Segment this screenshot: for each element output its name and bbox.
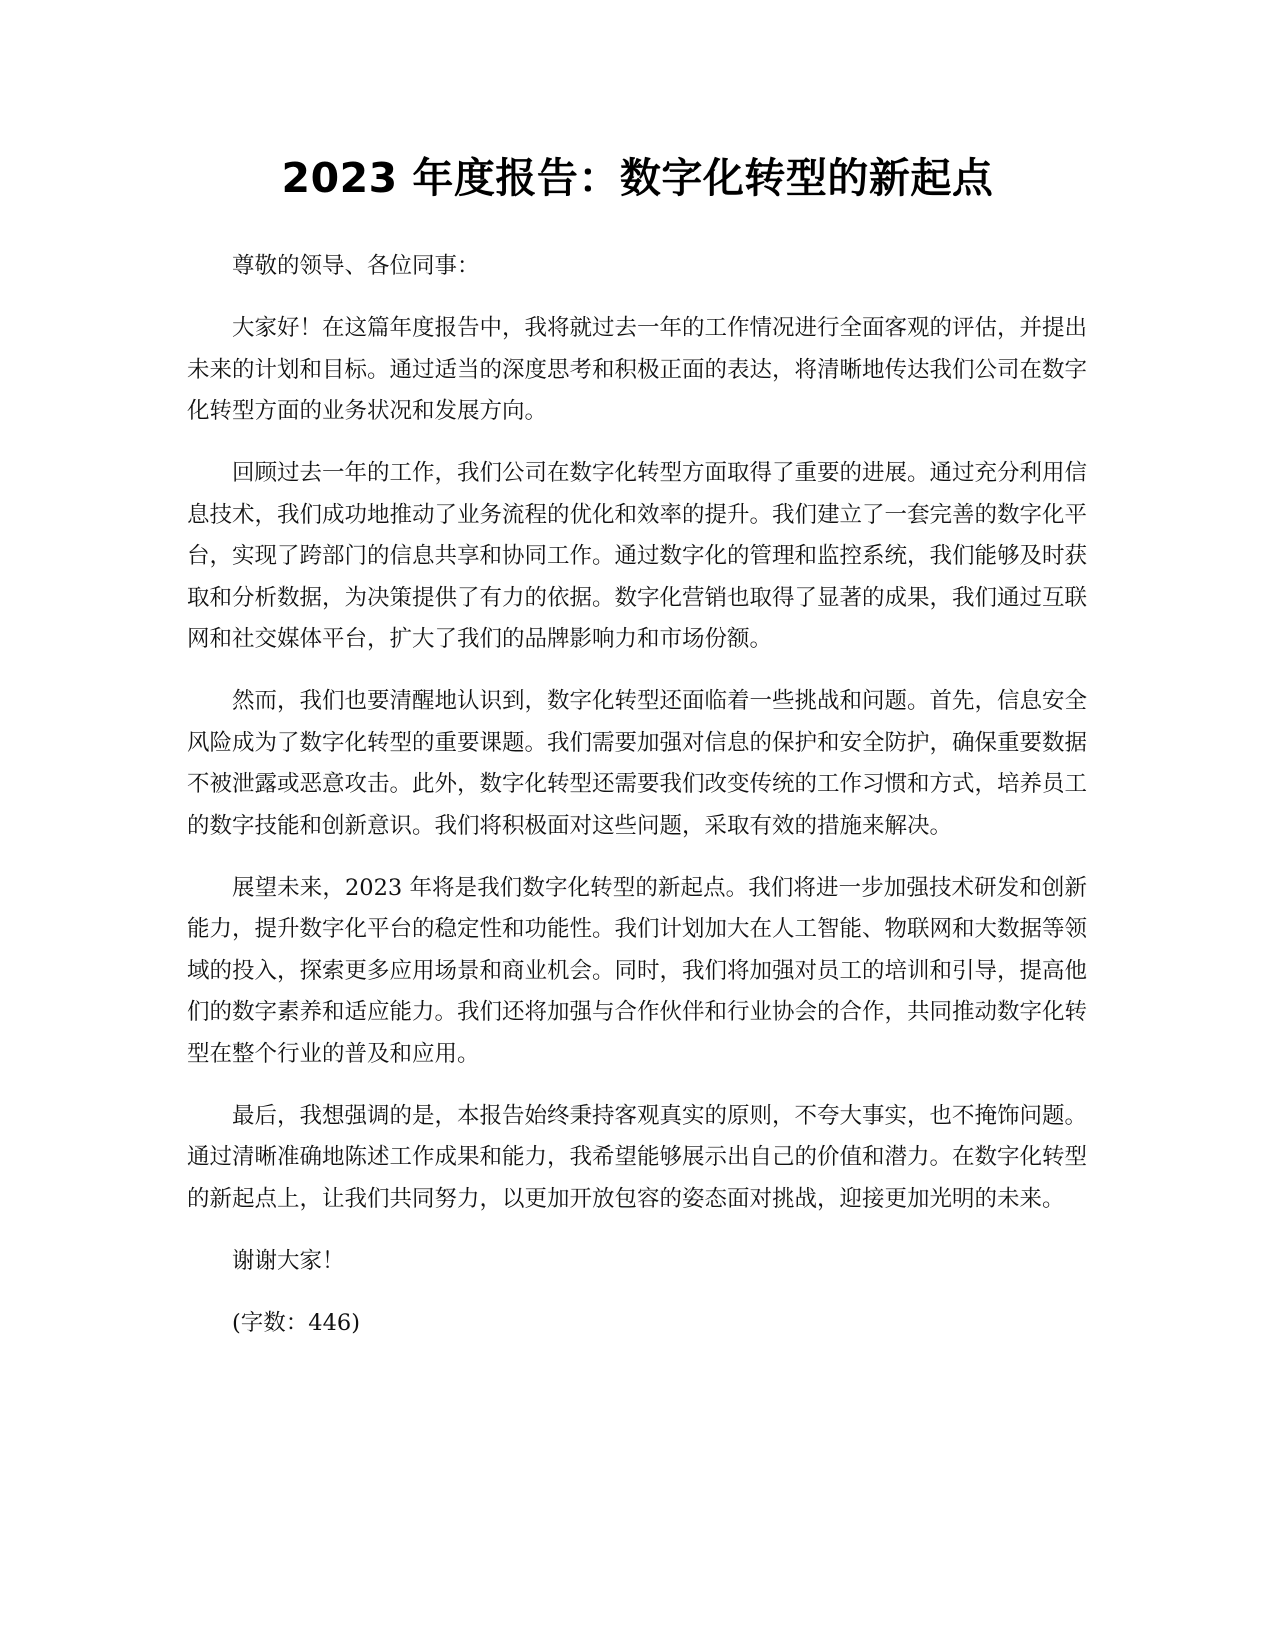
word-count: (字数：446) — [232, 1309, 361, 1336]
paragraph-intro: 大家好！在这篇年度报告中，我将就过去一年的工作情况进行全面客观的评估，并提出未来的计划和目标。通过适当的深度思考和积极正面的表达，将清晰地传达我们公司在数字化转型方面的业务状况和发展方向。 — [187, 315, 1088, 424]
document-title: 2023 年度报告：数字化转型的新起点 — [281, 154, 994, 202]
paragraph-review: 回顾过去一年的工作，我们公司在数字化转型方面取得了重要的进展。通过充分利用信息技术，我们成功地推动了业务流程的优化和效率的提升。我们建立了一套完善的数字化平台，实现了跨部门的信息共享和协同工作。通过数字化的管理和监控系统，我们能够及时获取和分析数据，为决策提供了有力的依据。数字化营销也取得了显著的成果，我们通过互联网和社交媒体平台，扩大了我们的品牌影响力和市场份额。 — [187, 460, 1088, 652]
salutation: 尊敬的领导、各位同事： — [232, 253, 480, 279]
closing-thanks: 谢谢大家！ — [232, 1247, 345, 1274]
document-body — [187, 246, 1087, 1365]
paragraph-outlook: 展望未来，2023 年将是我们数字化转型的新起点。我们将进一步加强技术研发和创新能力，提升数字化平台的稳定性和功能性。我们计划加大在人工智能、物联网和大数据等领域的投入，探索更多应用场景和商业机会。同时，我们将加强对员工的培训和引导，提高他们的数字素养和适应能力。我们还将加强与合作伙伴和行业协会的合作，共同推动数字化转型在整个行业的普及和应用。 — [187, 874, 1088, 1067]
paragraph-challenges: 然而，我们也要清醒地认识到，数字化转型还面临着一些挑战和问题。首先，信息安全风险成为了数字化转型的重要课题。我们需要加强对信息的保护和安全防护，确保重要数据不被泄露或恶意攻击。此外，数字化转型还需要我们改变传统的工作习惯和方式，培养员工的数字技能和创新意识。我们将积极面对这些问题，采取有效的措施来解决。 — [187, 688, 1088, 839]
paragraph-conclusion: 最后，我想强调的是，本报告始终秉持客观真实的原则，不夸大事实，也不掩饰问题。通过清晰准确地陈述工作成果和能力，我希望能够展示出自己的价值和潜力。在数字化转型的新起点上，让我们共同努力，以更加开放包容的姿态面对挑战，迎接更加光明的未来。 — [187, 1102, 1088, 1212]
